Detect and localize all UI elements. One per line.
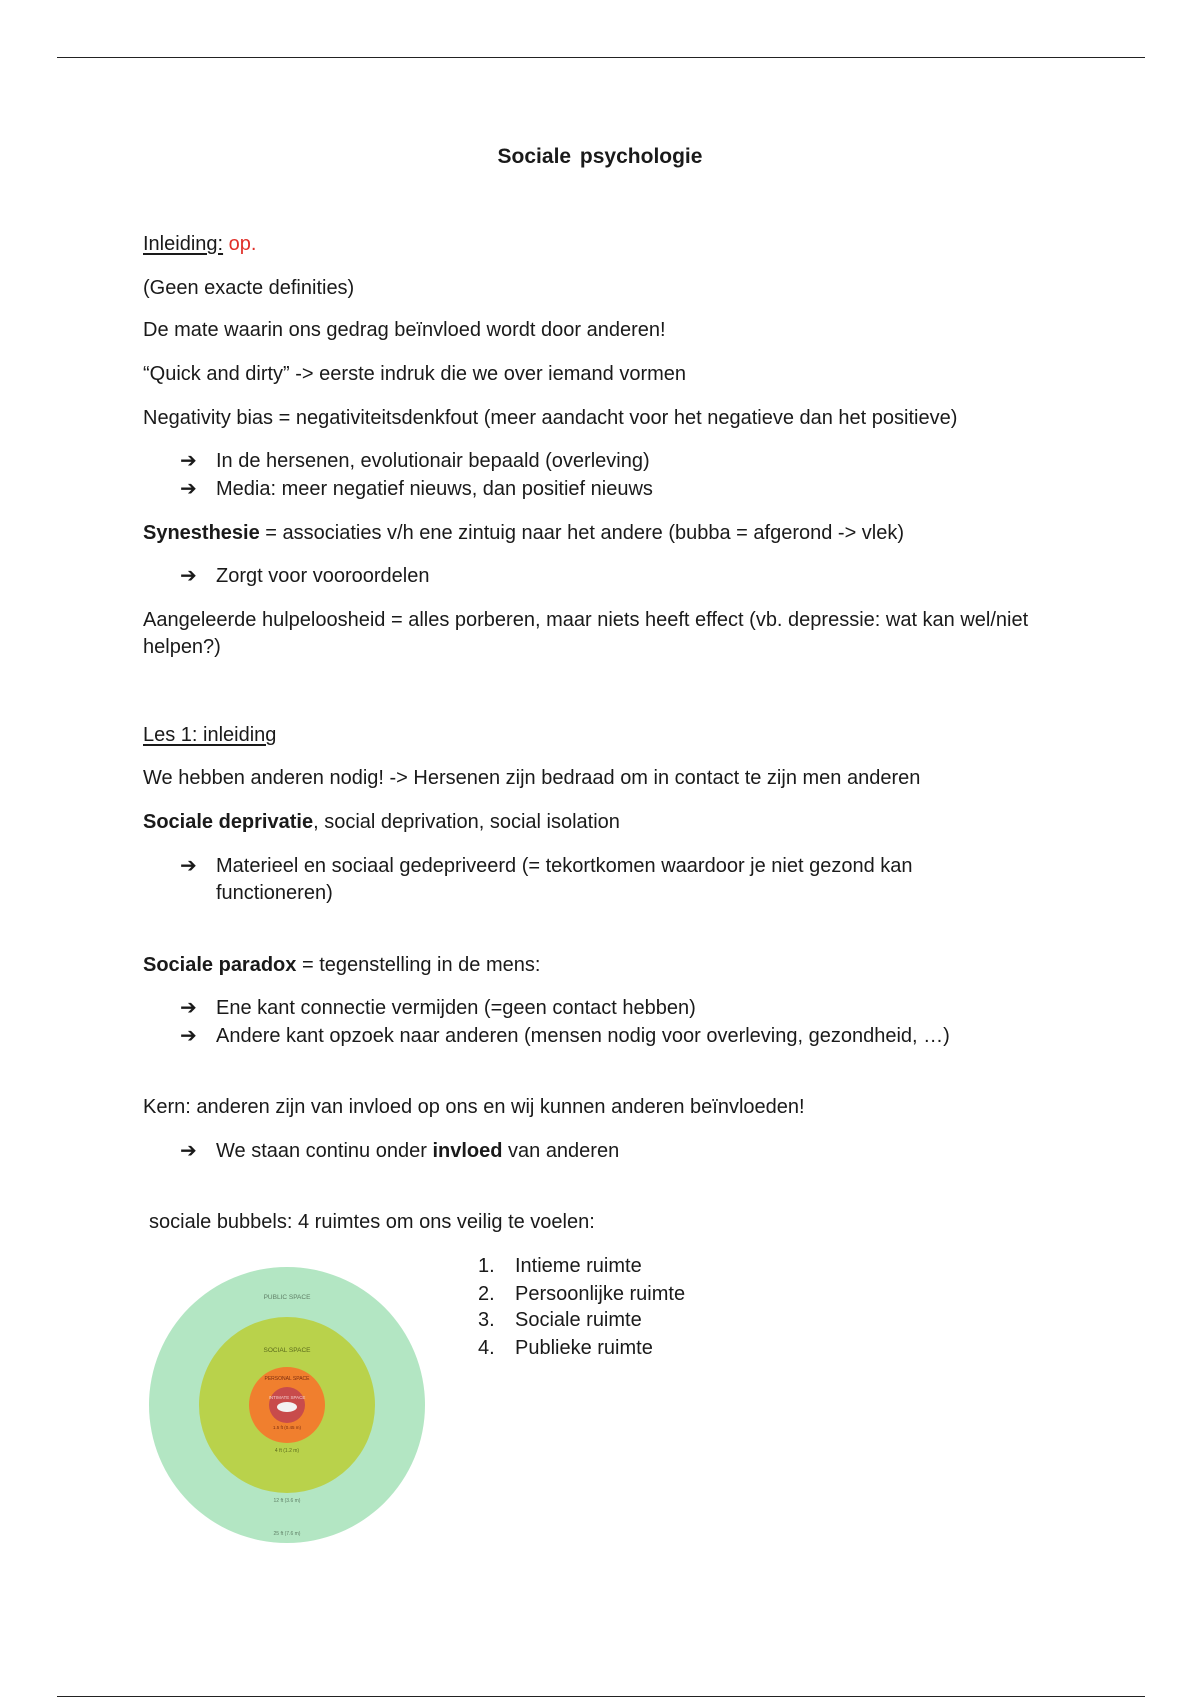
arrow-right-icon: ➔ [180, 997, 197, 1019]
public-space-label: PUBLIC SPACE [263, 1294, 311, 1301]
personal-distance-label: 4 ft (1.2 m) [274, 1448, 300, 1454]
arrow-right-icon: ➔ [180, 565, 197, 587]
list-item: ➔ In de hersenen, evolutionair bepaald (overleving) [180, 448, 650, 475]
intro-line-1: (Geen exacte definities) [143, 277, 355, 299]
proxemics-diagram [142, 1250, 432, 1550]
list-item: ➔ Media: meer negatief nieuws, dan positief nieuws [180, 476, 653, 503]
list-item: ➔ Ene kant connectie vermijden (=geen contact hebben) [180, 995, 696, 1022]
intimate-distance-label: 1.5 ft (0.45 m) [272, 1425, 302, 1430]
paradox-rest: = tegenstelling in de mens: [296, 954, 541, 976]
social-distance-label: 12 ft (3.6 m) [273, 1498, 301, 1504]
social-space-label: SOCIAL SPACE [263, 1347, 311, 1354]
les1-heading: Les 1: inleiding [143, 724, 277, 746]
invloed-bold: invloed [432, 1140, 503, 1162]
les1-line-1: We hebben anderen nodig! -> Hersenen zijn bedraad om in contact te zijn men anderen [143, 767, 921, 789]
bubbels-line: sociale bubbels: 4 ruimtes om ons veilig te voelen: [149, 1211, 595, 1233]
list-item: 2. Persoonlijke ruimte [478, 1283, 686, 1305]
hulpeloosheid-paragraph: Aangeleerde hulpeloosheid = alles porberen, maar niets heeft effect (vb. depressie: wat kan wel/niet helpen?) [143, 609, 1029, 658]
intro-heading-note: op. [228, 233, 257, 255]
list-item: 3. Sociale ruimte [478, 1309, 642, 1331]
intro-line-3: “Quick and dirty” -> eerste indruk die we over iemand vormen [143, 363, 687, 385]
paradox-line [143, 952, 540, 979]
arrow-right-icon: ➔ [180, 1140, 197, 1162]
arrow-right-icon: ➔ [180, 1025, 197, 1047]
header-rule [57, 57, 1145, 58]
synesthesie-term: Synesthesie [143, 522, 260, 544]
arrow-right-icon: ➔ [180, 478, 197, 500]
deprivatie-rest: , social deprivation, social isolation [313, 811, 620, 833]
paradox-term: Sociale paradox [143, 954, 297, 976]
list-item: 1. Intieme ruimte [478, 1255, 642, 1277]
deprivatie-line [143, 809, 620, 836]
synesthesie-definition: = associaties v/h ene zintuig naar het andere (bubba = afgerond -> vlek) [259, 522, 905, 544]
intro-heading [143, 231, 256, 258]
public-distance-label: 25 ft (7.6 m) [273, 1531, 301, 1537]
kern-line: Kern: anderen zijn van invloed op ons en wij kunnen anderen beïnvloeden! [143, 1096, 805, 1118]
synesthesie-line [143, 520, 904, 547]
personal-space-label: PERSONAL SPACE [264, 1376, 310, 1382]
list-item: 4. Publieke ruimte [478, 1337, 653, 1359]
list-item: ➔ Zorgt voor vooroordelen [180, 563, 429, 590]
intimate-space-label: INTIMATE SPACE [268, 1395, 306, 1400]
footer-rule [57, 1696, 1145, 1697]
arrow-right-icon: ➔ [180, 855, 197, 877]
deprivatie-term: Sociale deprivatie [143, 811, 314, 833]
intro-heading-text: Inleiding: [143, 233, 224, 255]
person-icon [277, 1402, 297, 1412]
page-title: Sociale psychologie [497, 145, 703, 168]
list-item: ➔ Materieel en sociaal gedepriveerd (= tekortkomen waardoor je niet gezond kan functioneren) [180, 855, 913, 904]
intro-line-4: Negativity bias = negativiteitsdenkfout (meer aandacht voor het negatieve dan het positieve) [143, 407, 958, 429]
arrow-right-icon: ➔ [180, 450, 197, 472]
intro-line-2: De mate waarin ons gedrag beïnvloed wordt door anderen! [143, 319, 666, 341]
list-item: ➔ We staan continu onder invloed van anderen [180, 1138, 619, 1165]
list-item: ➔ Andere kant opzoek naar anderen (mensen nodig voor overleving, gezondheid, …) [180, 1023, 950, 1050]
